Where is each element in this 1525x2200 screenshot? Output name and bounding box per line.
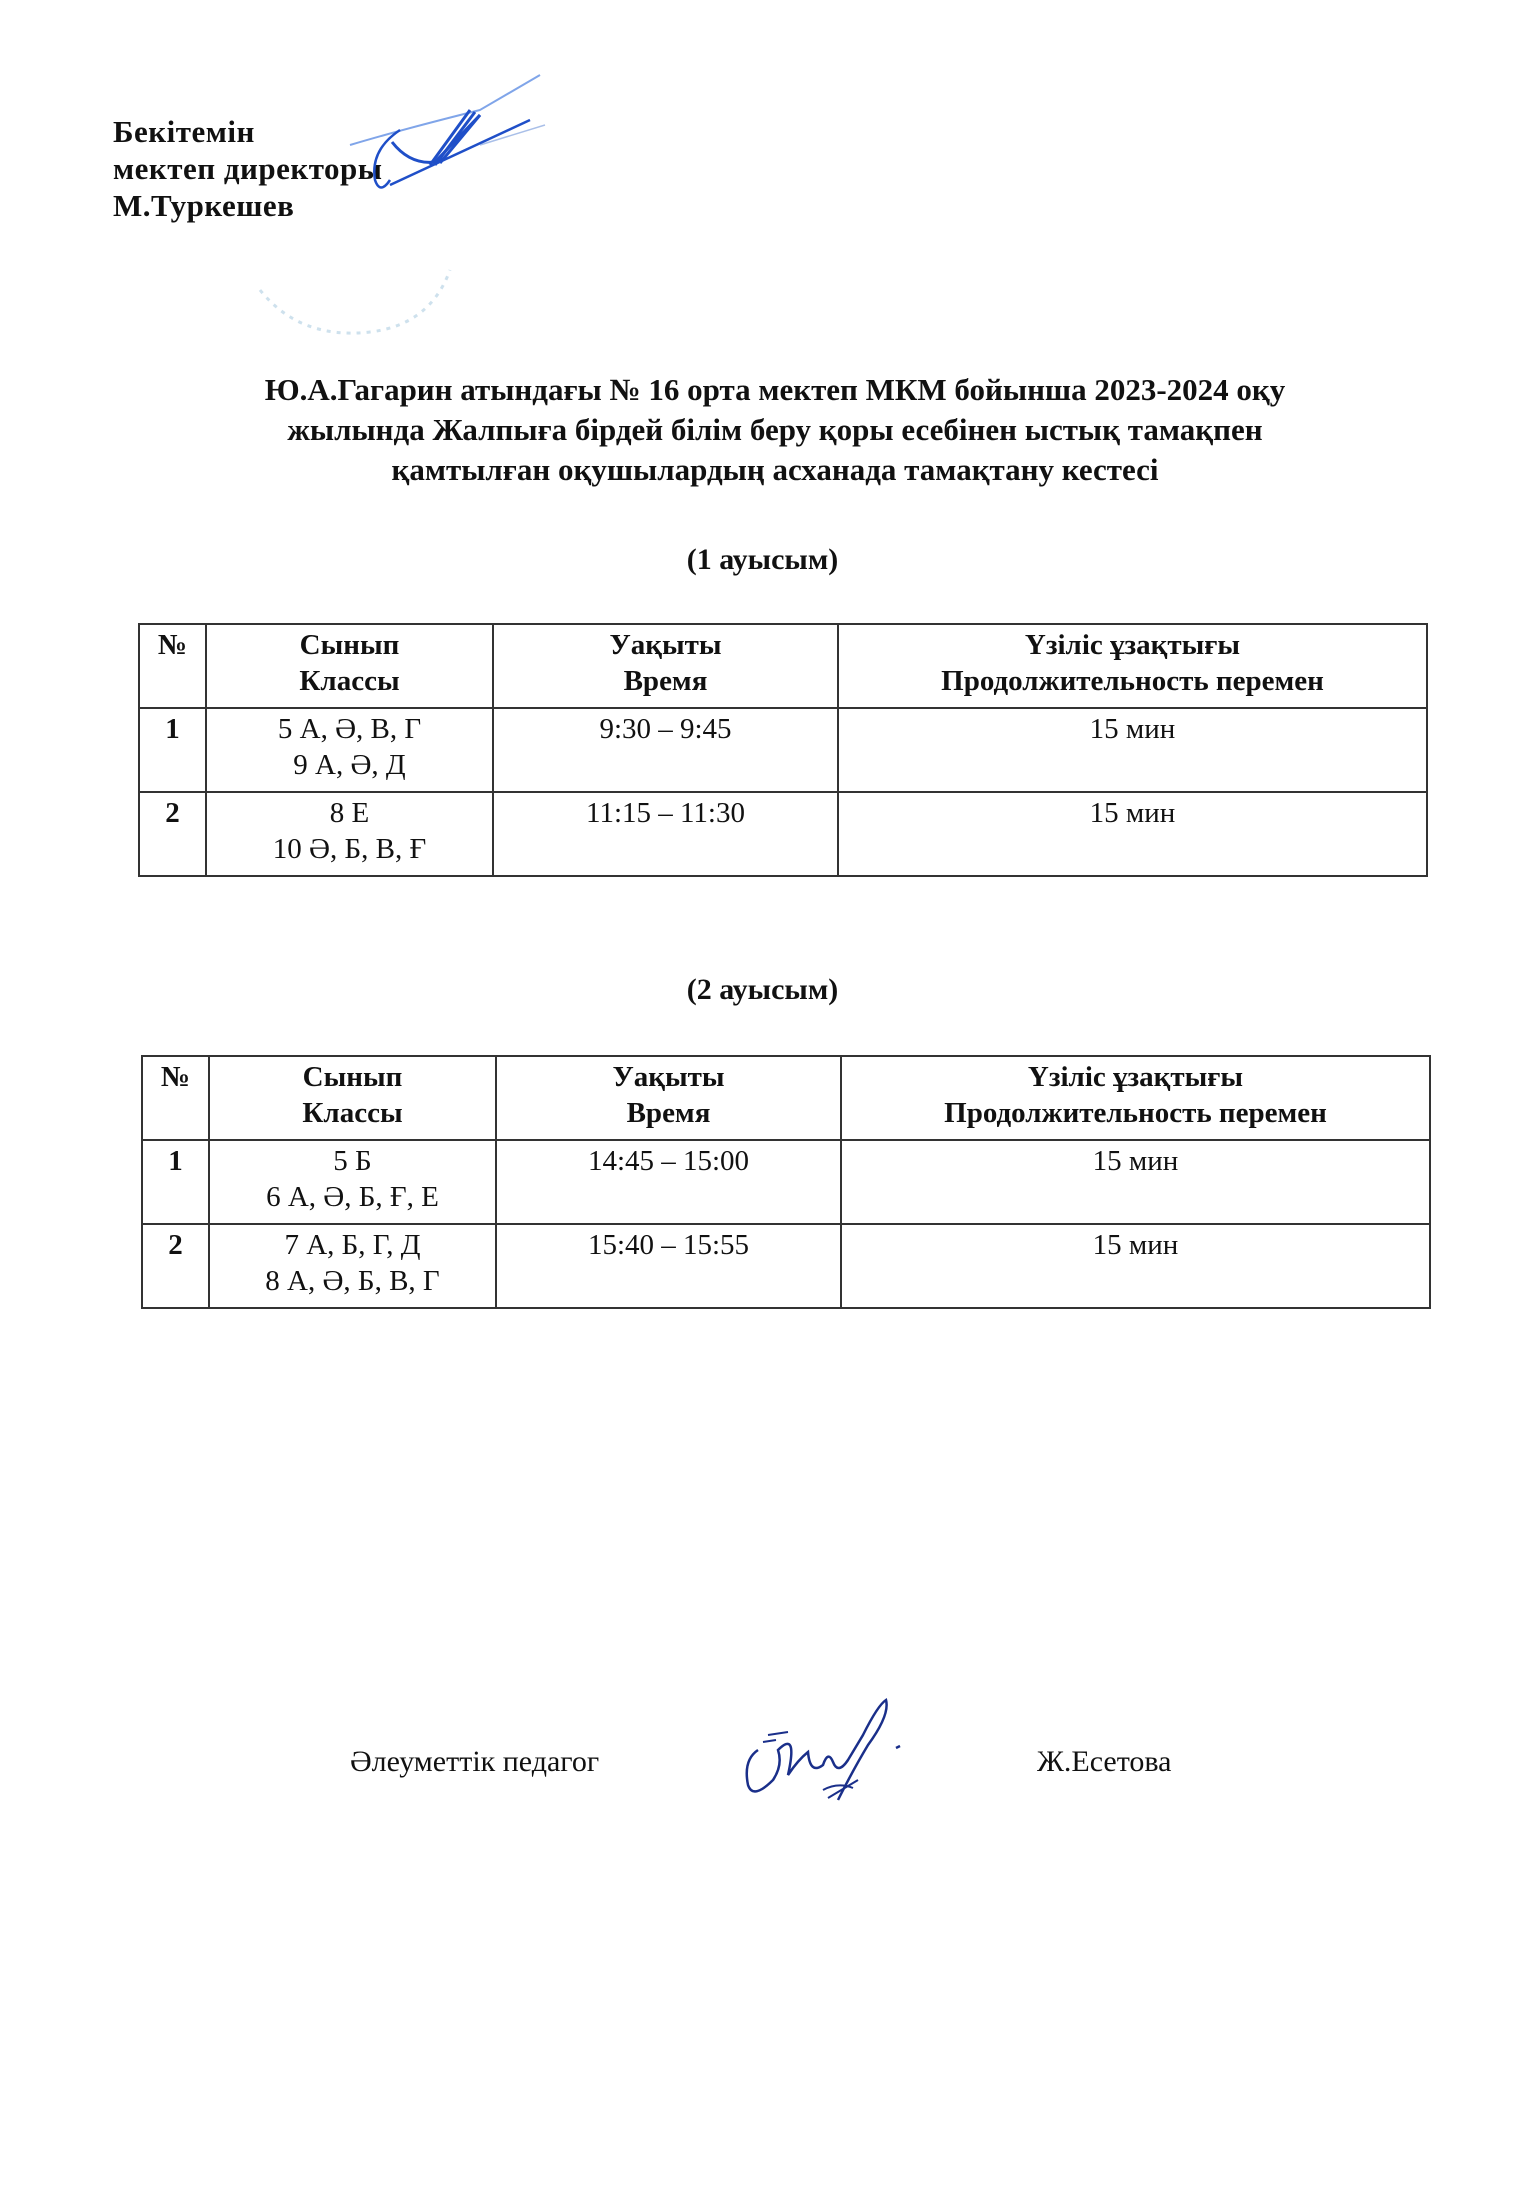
shift-1-table bbox=[138, 623, 1428, 877]
header-time-kz: Уақыты bbox=[612, 1061, 725, 1093]
row-time: 14:45 – 15:00 bbox=[496, 1140, 841, 1224]
row-number: 2 bbox=[139, 792, 206, 876]
row-classes bbox=[206, 708, 493, 792]
table-row bbox=[142, 1224, 1430, 1308]
class-line: 9 А, Ә, Д bbox=[293, 749, 406, 781]
teacher-signature-icon bbox=[728, 1690, 938, 1815]
row-number: 1 bbox=[139, 708, 206, 792]
approval-line: мектеп директоры bbox=[113, 151, 383, 186]
title-line: Ю.А.Гагарин атындағы № 16 орта мектеп МКМ бойынша 2023-2024 оқу bbox=[264, 372, 1286, 407]
row-time: 15:40 – 15:55 bbox=[496, 1224, 841, 1308]
class-line: 10 Ә, Б, В, Ғ bbox=[272, 833, 427, 865]
header-class bbox=[209, 1056, 496, 1140]
shift-1-label: (1 ауысым) bbox=[686, 543, 839, 576]
class-line: 5 А, Ә, В, Г bbox=[277, 713, 422, 745]
class-line: 5 Б bbox=[333, 1145, 372, 1177]
header-time bbox=[496, 1056, 841, 1140]
title-line: қамтылған оқушылардың асханада тамақтану кестесі bbox=[391, 452, 1159, 487]
class-line: 8 А, Ә, Б, В, Г bbox=[265, 1265, 440, 1297]
header-duration-kz: Үзіліс ұзақтығы bbox=[1024, 629, 1241, 661]
header-duration-ru: Продолжительность перемен bbox=[944, 1097, 1327, 1129]
row-duration: 15 мин bbox=[838, 792, 1427, 876]
class-line: 7 А, Б, Г, Д bbox=[284, 1229, 421, 1261]
header-duration-ru: Продолжительность перемен bbox=[941, 665, 1324, 697]
header-class-kz: Сынып bbox=[299, 629, 400, 661]
row-classes bbox=[209, 1140, 496, 1224]
header-duration bbox=[838, 624, 1427, 708]
document-title bbox=[140, 370, 1410, 490]
table-header-row bbox=[142, 1056, 1430, 1140]
header-time-kz: Уақыты bbox=[609, 629, 722, 661]
title-line: жылында Жалпыға бірдей білім беру қоры есебінен ыстық тамақпен bbox=[287, 412, 1263, 447]
approval-line: М.Туркешев bbox=[113, 188, 295, 223]
row-duration: 15 мин bbox=[841, 1140, 1430, 1224]
row-duration: 15 мин bbox=[838, 708, 1427, 792]
signatory-role: Әлеуметтік педагог bbox=[350, 1745, 600, 1778]
header-time-ru: Время bbox=[626, 1097, 711, 1129]
header-number: № bbox=[142, 1056, 209, 1140]
row-classes bbox=[206, 792, 493, 876]
header-number: № bbox=[139, 624, 206, 708]
table-row bbox=[139, 708, 1427, 792]
header-time bbox=[493, 624, 838, 708]
row-duration: 15 мин bbox=[841, 1224, 1430, 1308]
shift-2-table bbox=[141, 1055, 1431, 1309]
header-class-ru: Классы bbox=[302, 1097, 403, 1129]
header-time-ru: Время bbox=[623, 665, 708, 697]
row-number: 1 bbox=[142, 1140, 209, 1224]
header-duration-kz: Үзіліс ұзақтығы bbox=[1027, 1061, 1244, 1093]
row-classes bbox=[209, 1224, 496, 1308]
header-duration bbox=[841, 1056, 1430, 1140]
row-time: 9:30 – 9:45 bbox=[493, 708, 838, 792]
table-row bbox=[142, 1140, 1430, 1224]
approval-line: Бекітемін bbox=[113, 114, 255, 149]
row-time: 11:15 – 11:30 bbox=[493, 792, 838, 876]
header-class bbox=[206, 624, 493, 708]
table-header-row bbox=[139, 624, 1427, 708]
class-line: 6 А, Ә, Б, Ғ, Е bbox=[266, 1181, 439, 1213]
shift-2-label: (2 ауысым) bbox=[686, 973, 839, 1006]
header-class-ru: Классы bbox=[299, 665, 400, 697]
table-row bbox=[139, 792, 1427, 876]
row-number: 2 bbox=[142, 1224, 209, 1308]
header-class-kz: Сынып bbox=[302, 1061, 403, 1093]
faded-stamp-icon bbox=[240, 250, 460, 350]
signatory-name: Ж.Есетова bbox=[1037, 1745, 1172, 1778]
class-line: 8 Е bbox=[329, 797, 370, 829]
director-signature-icon bbox=[330, 70, 560, 200]
